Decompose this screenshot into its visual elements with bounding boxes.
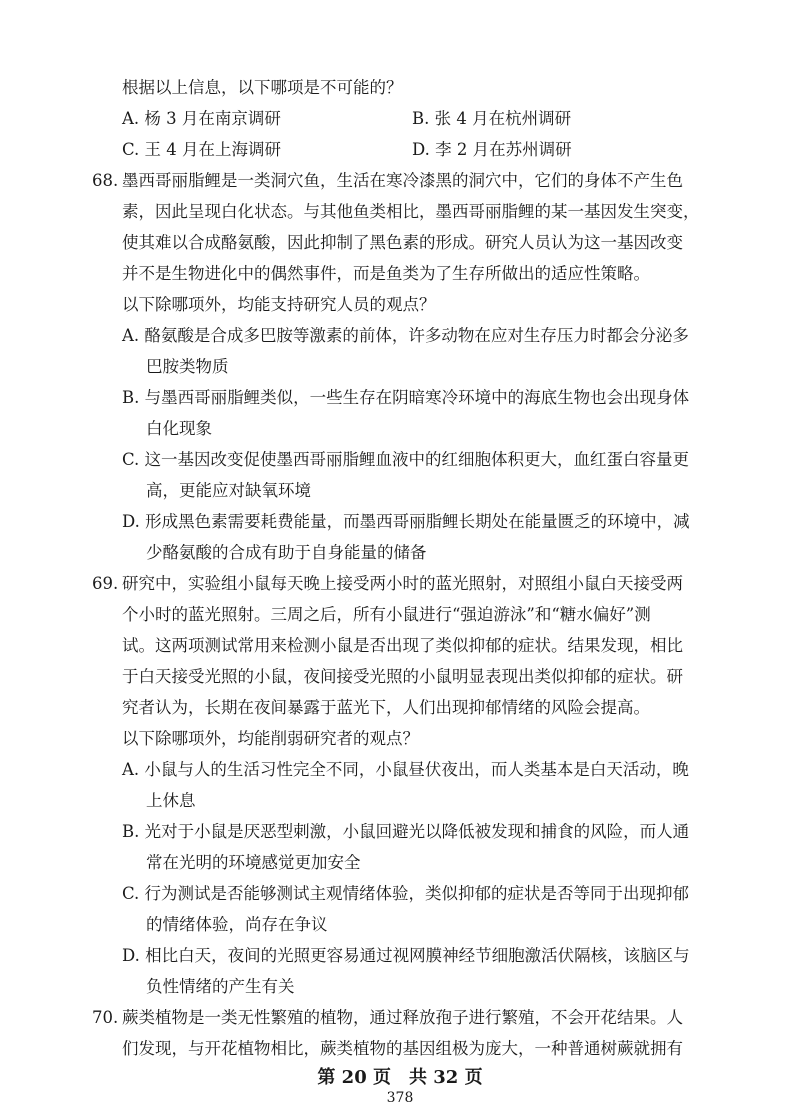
q68-stem-line: 并不是生物进化中的偶然事件，而是鱼类为了生存所做出的适应性策略。: [122, 264, 650, 283]
q68-option-d: D. 形成黑色素需要耗费能量，而墨西哥丽脂鲤长期处在能量匮乏的环境中，减: [122, 512, 690, 531]
q67-option-d: D. 李 2 月在苏州调研: [412, 140, 572, 159]
q69-option-d-cont: 负性情绪的产生有关: [146, 977, 295, 996]
q69-option-c: C. 行为测试是否能够测试主观情绪体验，类似抑郁的症状是否等同于出现抑郁: [122, 884, 690, 903]
q68-option-c-cont: 高，更能应对缺氧环境: [146, 481, 311, 500]
q70-number: 70.: [92, 1008, 119, 1027]
q69-option-c-cont: 的情绪体验，尚存在争议: [146, 915, 328, 934]
q69-question: 以下除哪项外，均能削弱研究者的观点？: [122, 729, 419, 748]
page-number: 378: [386, 1090, 414, 1106]
q68-stem-line: 使其难以合成酪氨酸，因此抑制了黑色素的形成。研究人员认为这一基因改变: [122, 233, 683, 252]
q68-stem-line: 素，因此呈现白化状态。与其他鱼类相比，墨西哥丽脂鲤的某一基因发生突变，: [122, 202, 700, 221]
q69-stem-line: 究者认为，长期在夜间暴露于蓝光下，人们出现抑郁情绪的风险会提高。: [122, 698, 650, 717]
q69-stem-line: 于白天接受光照的小鼠，夜间接受光照的小鼠明显表现出类似抑郁的症状。研: [122, 667, 683, 686]
q68-option-b-cont: 白化现象: [146, 419, 212, 438]
q68-option-a: A. 酪氨酸是合成多巴胺等激素的前体，许多动物在应对生存压力时都会分泌多: [122, 326, 689, 345]
q69-option-a: A. 小鼠与人的生活习性完全不同，小鼠昼伏夜出，而人类基本是白天活动，晚: [122, 760, 689, 779]
q69-option-b-cont: 常在光明的环境感觉更加安全: [146, 853, 361, 872]
q68-option-d-cont: 少酪氨酸的合成有助于自身能量的储备: [146, 543, 427, 562]
q67-option-a: A. 杨 3 月在南京调研: [122, 109, 281, 128]
q69-option-d: D. 相比白天，夜间的光照更容易通过视网膜神经节细胞激活伏隔核，该脑区与: [122, 946, 690, 965]
q67-stem-tail: 根据以上信息，以下哪项是不可能的？: [122, 78, 403, 97]
q69-stem-line: 研究中，实验组小鼠每天晚上接受两小时的蓝光照射，对照组小鼠白天接受两: [122, 574, 683, 593]
q68-option-b: B. 与墨西哥丽脂鲤类似，一些生存在阴暗寒冷环境中的海底生物也会出现身体: [122, 388, 690, 407]
q69-number: 69.: [92, 574, 119, 593]
q69-stem-line: 试。这两项测试常用来检测小鼠是否出现了类似抑郁的症状。结果发现，相比: [122, 636, 683, 655]
q68-option-c: C. 这一基因改变促使墨西哥丽脂鲤血液中的红细胞体积更大，血红蛋白容量更: [122, 450, 690, 469]
q67-option-b: B. 张 4 月在杭州调研: [412, 109, 572, 128]
q68-number: 68.: [92, 171, 119, 190]
q68-question: 以下除哪项外，均能支持研究人员的观点？: [122, 295, 436, 314]
q68-stem-line: 墨西哥丽脂鲤是一类洞穴鱼，生活在寒冷漆黑的洞穴中，它们的身体不产生色: [122, 171, 683, 190]
q69-option-b: B. 光对于小鼠是厌恶型刺激，小鼠回避光以降低被发现和捕食的风险，而人通: [122, 822, 690, 841]
page-label: 第 20 页 共 32 页: [317, 1067, 483, 1088]
q69-option-a-cont: 上休息: [146, 791, 196, 810]
q68-option-a-cont: 巴胺类物质: [146, 357, 229, 376]
q69-stem-line: 个小时的蓝光照射。三周之后，所有小鼠进行“强迫游泳”和“糖水偏好”测: [122, 605, 651, 624]
q70-stem-line: 蕨类植物是一类无性繁殖的植物，通过释放孢子进行繁殖，不会开花结果。人: [122, 1008, 683, 1027]
q70-stem-line: 们发现，与开花植物相比，蕨类植物的基因组极为庞大，一种普通树蕨就拥有: [122, 1039, 683, 1058]
q67-option-c: C. 王 4 月在上海调研: [122, 140, 282, 159]
